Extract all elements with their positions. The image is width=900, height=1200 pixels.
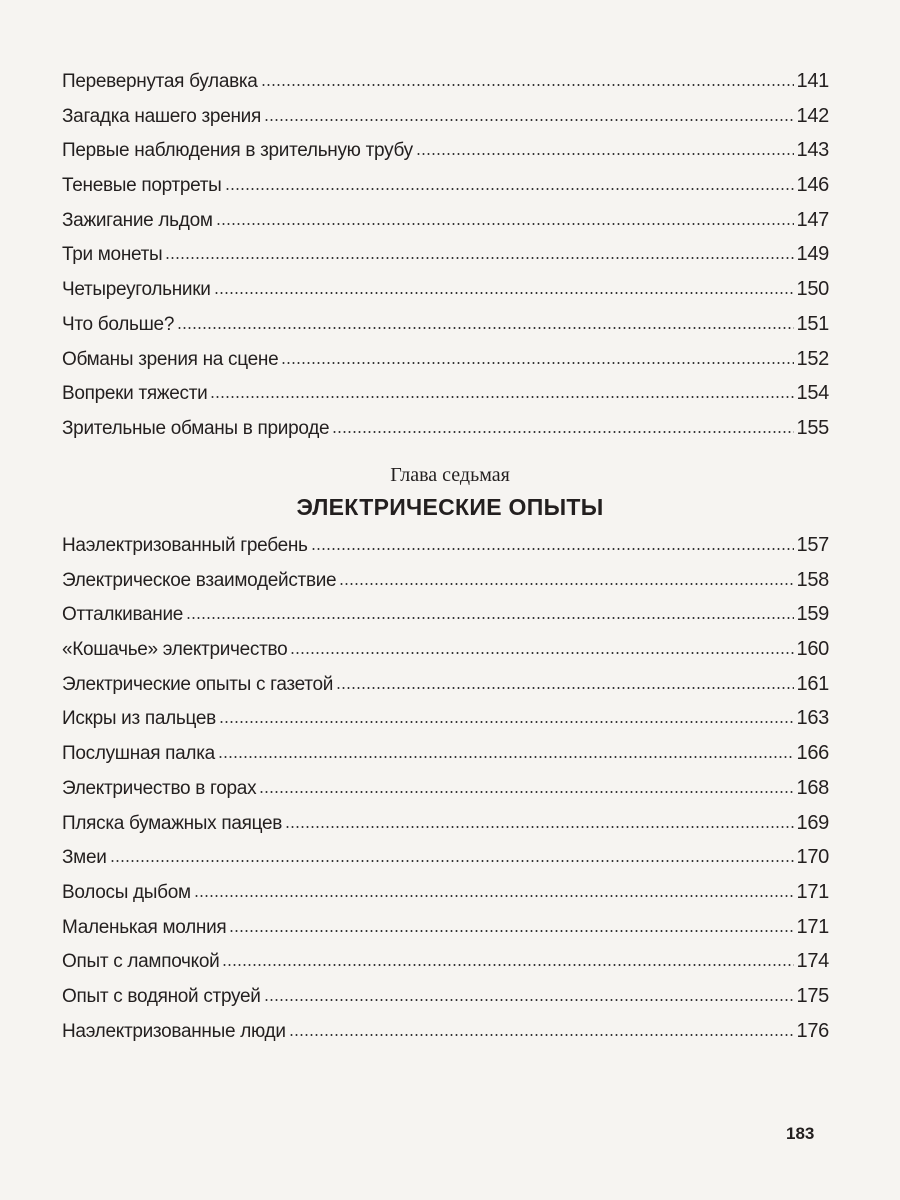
toc-entry-page: 152 <box>796 347 829 370</box>
toc-entry-title: Пляска бумажных паяцев <box>62 812 282 834</box>
toc-entry <box>62 313 829 348</box>
toc-entry <box>62 534 829 569</box>
dot-leader <box>261 84 794 86</box>
toc-entry-page: 157 <box>796 534 829 556</box>
toc-entry-page: 171 <box>796 880 829 903</box>
toc-entry-title: Электрическое взаимодействие <box>62 569 337 591</box>
toc-entry-page: 150 <box>796 278 829 301</box>
dot-leader <box>177 327 793 329</box>
dot-leader <box>264 999 794 1001</box>
toc-entry-title: Искры из пальцев <box>62 708 216 730</box>
toc-entry-title: Отталкивание <box>62 604 184 626</box>
toc-entry-page: 175 <box>796 984 829 1007</box>
toc-entry-page: 159 <box>796 603 829 626</box>
dot-leader <box>264 119 794 121</box>
toc-entry <box>62 417 829 452</box>
dot-leader <box>165 257 793 259</box>
toc-entry-title: Загадка нашего зрения <box>62 105 261 127</box>
toc-entry-title: Что больше? <box>62 313 175 335</box>
dot-leader <box>285 826 794 828</box>
toc-entry-page: 163 <box>796 707 829 730</box>
dot-leader <box>289 1034 794 1036</box>
toc-entry <box>62 382 829 417</box>
toc-entry <box>62 846 829 881</box>
toc-entry <box>62 1020 829 1055</box>
toc-entry-title: Маленькая молния <box>62 916 227 938</box>
dot-leader <box>194 895 794 897</box>
dot-leader <box>219 721 794 723</box>
toc-entry <box>62 278 829 313</box>
toc-entry-page: 143 <box>796 139 829 162</box>
toc-entry-page: 158 <box>796 568 829 591</box>
dot-leader <box>281 362 793 364</box>
toc-entry <box>62 742 829 777</box>
toc-entry <box>62 985 829 1020</box>
toc-entry-title: Змеи <box>62 847 107 869</box>
toc-entry-page: 154 <box>796 382 829 405</box>
toc-entry-page: 147 <box>796 208 829 231</box>
toc-entry-title: Послушная палка <box>62 743 215 765</box>
toc-entry-title: Электрические опыты с газетой <box>62 673 334 695</box>
toc-entry-page: 160 <box>796 638 829 661</box>
toc-list-chapter-seven <box>62 534 829 1054</box>
toc-entry <box>62 707 829 742</box>
dot-leader <box>290 652 793 654</box>
toc-entry <box>62 673 829 708</box>
toc-entry <box>62 881 829 916</box>
dot-leader <box>332 431 793 433</box>
dot-leader <box>336 687 793 689</box>
toc-entry-page: 149 <box>796 243 829 266</box>
toc-entry-title: Обманы зрения на сцене <box>62 348 279 370</box>
toc-entry <box>62 812 829 847</box>
toc-entry-title: Перевернутая булавка <box>62 71 258 92</box>
chapter-label: Глава седьмая <box>390 464 510 486</box>
dot-leader <box>225 188 794 190</box>
toc-entry-title: «Кошачье» электричество <box>62 639 288 661</box>
toc-entry <box>62 569 829 604</box>
toc-entry-title: Зажигание льдом <box>62 209 213 231</box>
dot-leader <box>214 292 794 294</box>
dot-leader <box>222 964 793 966</box>
toc-entry-page: 166 <box>796 742 829 765</box>
toc-entry-title: Четыреугольники <box>62 279 211 301</box>
dot-leader <box>259 791 793 793</box>
toc-entry <box>62 139 829 174</box>
toc-entry-page: 151 <box>796 312 829 335</box>
page-number: 183 <box>786 1124 815 1143</box>
toc-entry <box>62 950 829 985</box>
dot-leader <box>218 756 794 758</box>
toc-entry-page: 170 <box>796 846 829 869</box>
toc-entry-title: Электричество в горах <box>62 777 257 799</box>
toc-entry <box>62 105 829 140</box>
toc-entry <box>62 777 829 812</box>
toc-entry <box>62 603 829 638</box>
dot-leader <box>229 930 793 932</box>
toc-entry-page: 142 <box>796 104 829 127</box>
toc-entry-title: Наэлектризованный гребень <box>62 535 308 556</box>
dot-leader <box>216 223 794 225</box>
toc-entry <box>62 916 829 951</box>
toc-entry-page: 161 <box>796 672 829 695</box>
toc-entry-title: Три монеты <box>62 244 163 266</box>
dot-leader <box>311 548 794 550</box>
toc-entry <box>62 348 829 383</box>
toc-entry-title: Теневые портреты <box>62 175 222 197</box>
toc-entry-page: 176 <box>796 1019 829 1042</box>
dot-leader <box>110 860 794 862</box>
dot-leader <box>339 583 793 585</box>
toc-list-previous-chapter <box>62 70 829 452</box>
toc-entry <box>62 70 829 105</box>
dot-leader <box>186 617 793 619</box>
toc-entry-title: Вопреки тяжести <box>62 383 208 405</box>
toc-entry-title: Опыт с водяной струей <box>62 985 261 1007</box>
dot-leader <box>416 153 794 155</box>
toc-entry-page: 168 <box>796 776 829 799</box>
toc-entry-title: Опыт с лампочкой <box>62 951 220 973</box>
toc-entry <box>62 638 829 673</box>
toc-entry-title: Наэлектризованные люди <box>62 1020 286 1042</box>
toc-entry-page: 155 <box>796 416 829 439</box>
dot-leader <box>210 396 793 398</box>
toc-entry-page: 174 <box>796 950 829 973</box>
chapter-title: ЭЛЕКТРИЧЕСКИЕ ОПЫТЫ <box>296 494 604 520</box>
toc-entry-page: 141 <box>796 70 829 92</box>
toc-entry-title: Первые наблюдения в зрительную трубу <box>62 140 413 162</box>
toc-entry-page: 171 <box>796 915 829 938</box>
toc-entry-title: Волосы дыбом <box>62 881 191 903</box>
toc-entry <box>62 243 829 278</box>
toc-entry-page: 146 <box>796 174 829 197</box>
toc-entry-page: 169 <box>796 811 829 834</box>
toc-entry-title: Зрительные обманы в природе <box>62 417 330 439</box>
toc-entry <box>62 209 829 244</box>
toc-entry <box>62 174 829 209</box>
